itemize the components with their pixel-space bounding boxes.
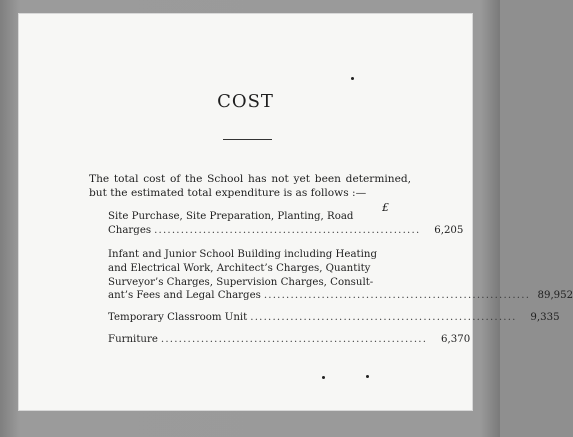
cost-item-line: Infant and Junior School Building including Heating	[108, 249, 377, 260]
cost-amount: 6,205	[434, 224, 464, 236]
cost-amount: 9,335	[530, 312, 560, 323]
cost-amount: 89,952	[537, 290, 573, 302]
dust-speck	[366, 375, 369, 378]
cost-item-label: Charges	[108, 224, 152, 236]
cost-item	[108, 311, 560, 325]
document-page	[18, 13, 573, 411]
page-title: COST	[217, 91, 274, 112]
cost-item-line: and Electrical Work, Architect’s Charges, Quantity	[108, 262, 371, 274]
cost-item-label: Temporary Classroom Unit	[108, 312, 248, 323]
cost-item-last-line	[108, 224, 464, 238]
cost-item	[108, 248, 573, 303]
dust-speck	[351, 77, 354, 80]
currency-symbol: £	[382, 201, 389, 214]
dot-leader: ............................................................	[250, 312, 517, 323]
cost-item-label: Furniture	[108, 334, 158, 345]
title-rule	[223, 139, 272, 140]
dot-leader: ............................................................	[160, 334, 428, 345]
intro-paragraph: The total cost of the School has not yet been determined, but the estimated total expenditure is as follows :—	[89, 173, 411, 199]
cost-item-last-line	[108, 333, 471, 347]
dot-leader: ............................................................	[154, 224, 421, 236]
cost-item-line: Site Purchase, Site Preparation, Planting, Road	[108, 211, 354, 222]
cost-item-label: ant’s Fees and Legal Charges	[108, 290, 261, 302]
cost-item-last-line	[108, 289, 573, 303]
dust-speck	[322, 376, 325, 379]
cost-item-line: Surveyor’s Charges, Supervision Charges, Consult-	[108, 276, 374, 288]
cost-item	[108, 333, 471, 347]
cost-item-last-line	[108, 311, 560, 325]
cost-amount: 6,370	[441, 334, 471, 345]
cost-item	[108, 210, 464, 238]
dot-leader: ............................................................	[263, 290, 531, 302]
